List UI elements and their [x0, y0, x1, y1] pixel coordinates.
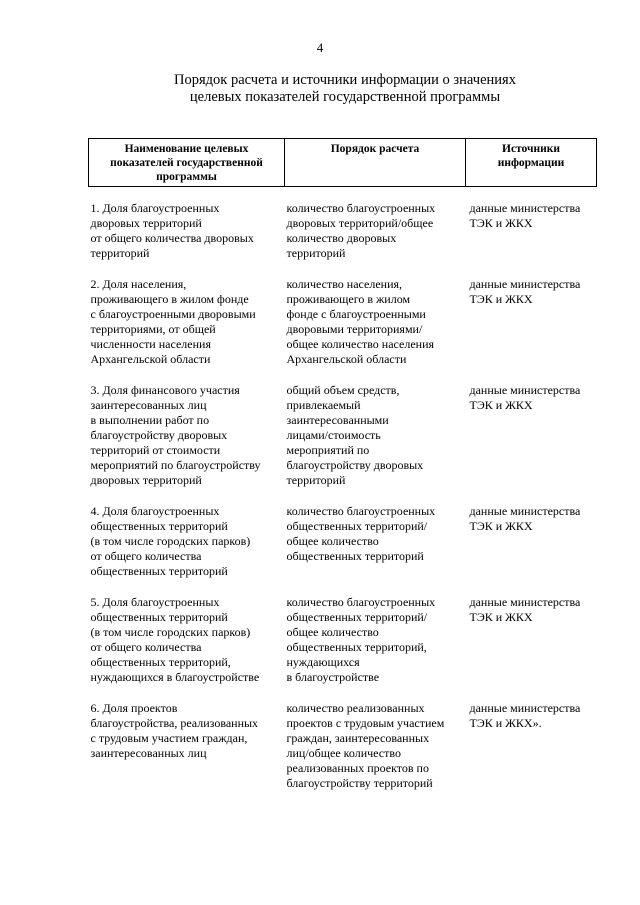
- cell-line: нуждающихся в благоустройстве: [90, 670, 260, 684]
- indicator-name-cell: [89, 277, 285, 383]
- cell-line: территорий от стоимости: [90, 443, 221, 457]
- cell-line: общественных территорий: [90, 564, 228, 578]
- header-line: показателей государственной: [110, 157, 263, 169]
- cell-line: данные министерства: [469, 201, 581, 215]
- cell-line: Архангельской области: [286, 352, 407, 366]
- cell-line: проектов с трудовым участием: [286, 716, 445, 730]
- cell-line: лиц/общее количество: [286, 746, 401, 760]
- cell-line: количество дворовых: [286, 231, 397, 245]
- cell-line: Архангельской области: [90, 352, 211, 366]
- header-calculation-method: [285, 139, 466, 187]
- cell-line: количество благоустроенных: [286, 504, 436, 518]
- calculation-method-cell: [285, 595, 466, 701]
- cell-line: общественных территорий: [90, 610, 228, 624]
- cell-line: заинтересованных лиц: [90, 398, 207, 412]
- cell-line: количество благоустроенных: [286, 595, 436, 609]
- cell-line: мероприятий по благоустройству: [90, 458, 261, 472]
- cell-line: заинтересованных лиц: [90, 746, 207, 760]
- calculation-method-cell: [285, 504, 466, 595]
- information-source-cell: [466, 504, 597, 595]
- cell-line: мероприятий по: [286, 443, 370, 457]
- cell-line: в выполнении работ по: [90, 413, 210, 427]
- cell-line: общественных территорий,: [286, 640, 427, 654]
- cell-line: (в том числе городских парков): [90, 534, 251, 548]
- header-line: Источники: [502, 143, 560, 155]
- cell-line: ТЭК и ЖКХ: [469, 292, 533, 306]
- cell-line: от общего количества: [90, 640, 202, 654]
- cell-line: общественных территорий,: [90, 655, 231, 669]
- cell-line: (в том числе городских парков): [90, 625, 251, 639]
- cell-line: от общего количества: [90, 549, 202, 563]
- cell-line: территорий: [286, 246, 346, 260]
- cell-line: данные министерства: [469, 595, 581, 609]
- cell-line: общий объем средств,: [286, 383, 400, 397]
- cell-line: проживающего в жилом фонде: [90, 292, 249, 306]
- calculation-method-cell: [285, 201, 466, 277]
- cell-line: дворовых территорий: [90, 473, 202, 487]
- cell-line: ТЭК и ЖКХ: [469, 610, 533, 624]
- cell-line: с благоустроенными дворовыми: [90, 307, 256, 321]
- cell-line: количество населения,: [286, 277, 403, 291]
- cell-line: территорий: [90, 246, 150, 260]
- cell-line: территорий: [286, 473, 346, 487]
- cell-line: общественных территорий/: [286, 610, 428, 624]
- indicator-name-cell: [89, 383, 285, 504]
- header-line: Наименование целевых: [124, 143, 249, 155]
- header-line: Порядок расчета: [330, 143, 420, 155]
- calculation-method-cell: [285, 701, 466, 807]
- cell-line: общее количество: [286, 534, 379, 548]
- cell-line: проживающего в жилом: [286, 292, 411, 306]
- cell-line: от общего количества дворовых: [90, 231, 254, 245]
- table-row: [89, 504, 597, 595]
- indicator-name-cell: [89, 595, 285, 701]
- cell-line: ТЭК и ЖКХ: [469, 398, 533, 412]
- cell-line: лицами/стоимость: [286, 428, 381, 442]
- table-row: [89, 701, 597, 807]
- cell-line: общее количество: [286, 625, 379, 639]
- cell-line: ТЭК и ЖКХ».: [469, 716, 542, 730]
- table-row: [89, 277, 597, 383]
- cell-line: благоустройства, реализованных: [90, 716, 259, 730]
- information-source-cell: [466, 383, 597, 504]
- cell-line: данные министерства: [469, 383, 581, 397]
- cell-line: 4. Доля благоустроенных: [90, 504, 220, 518]
- information-source-cell: [466, 595, 597, 701]
- indicator-name-cell: [89, 701, 285, 807]
- cell-line: ТЭК и ЖКХ: [469, 216, 533, 230]
- cell-line: общественных территорий/: [286, 519, 428, 533]
- calculation-method-cell: [285, 277, 466, 383]
- document-title: [90, 72, 600, 106]
- cell-line: общественных территорий: [90, 519, 228, 533]
- header-line: информации: [497, 157, 565, 169]
- cell-line: граждан, заинтересованных: [286, 731, 430, 745]
- cell-line: реализованных проектов по: [286, 761, 429, 775]
- cell-line: фонде с благоустроенными: [286, 307, 426, 321]
- cell-line: дворовых территорий/общее: [286, 216, 434, 230]
- cell-line: данные министерства: [469, 277, 581, 291]
- header-indicator-name: [89, 139, 285, 187]
- cell-line: с трудовым участием граждан,: [90, 731, 248, 745]
- cell-line: нуждающихся: [286, 655, 360, 669]
- indicator-name-cell: [89, 504, 285, 595]
- information-source-cell: [466, 201, 597, 277]
- cell-line: 3. Доля финансового участия: [90, 383, 240, 397]
- cell-line: общественных территорий: [286, 549, 424, 563]
- cell-line: дворовыми территориями/: [286, 322, 423, 336]
- cell-line: данные министерства: [469, 504, 581, 518]
- table-row: [89, 201, 597, 277]
- cell-line: данные министерства: [469, 701, 581, 715]
- indicators-table: [88, 138, 597, 807]
- cell-line: количество благоустроенных: [286, 201, 436, 215]
- cell-line: благоустройству дворовых: [286, 458, 424, 472]
- calculation-method-cell: [285, 383, 466, 504]
- cell-line: в благоустройстве: [286, 670, 380, 684]
- cell-line: дворовых территорий: [90, 216, 202, 230]
- table-body: [89, 187, 597, 808]
- header-information-sources: [466, 139, 597, 187]
- table-header-row: [89, 139, 597, 187]
- page-number: 4: [316, 40, 324, 55]
- cell-line: благоустройству дворовых: [90, 428, 228, 442]
- title-line-1: Порядок расчета и источники информации о значениях: [174, 72, 516, 88]
- cell-line: количество реализованных: [286, 701, 425, 715]
- cell-line: привлекаемый: [286, 398, 361, 412]
- information-source-cell: [466, 277, 597, 383]
- cell-line: численности населения: [90, 337, 211, 351]
- cell-line: общее количество населения: [286, 337, 435, 351]
- cell-line: 5. Доля благоустроенных: [90, 595, 220, 609]
- cell-line: заинтересованными: [286, 413, 389, 427]
- table-row: [89, 383, 597, 504]
- header-line: программы: [156, 171, 217, 183]
- cell-line: 6. Доля проектов: [90, 701, 178, 715]
- information-source-cell: [466, 701, 597, 807]
- title-line-2: целевых показателей государственной программы: [189, 89, 501, 105]
- cell-line: 2. Доля населения,: [90, 277, 187, 291]
- cell-line: благоустройству территорий: [286, 776, 433, 790]
- indicator-name-cell: [89, 201, 285, 277]
- cell-line: 1. Доля благоустроенных: [90, 201, 220, 215]
- cell-line: территориями, от общей: [90, 322, 216, 336]
- table-row: [89, 595, 597, 701]
- cell-line: ТЭК и ЖКХ: [469, 519, 533, 533]
